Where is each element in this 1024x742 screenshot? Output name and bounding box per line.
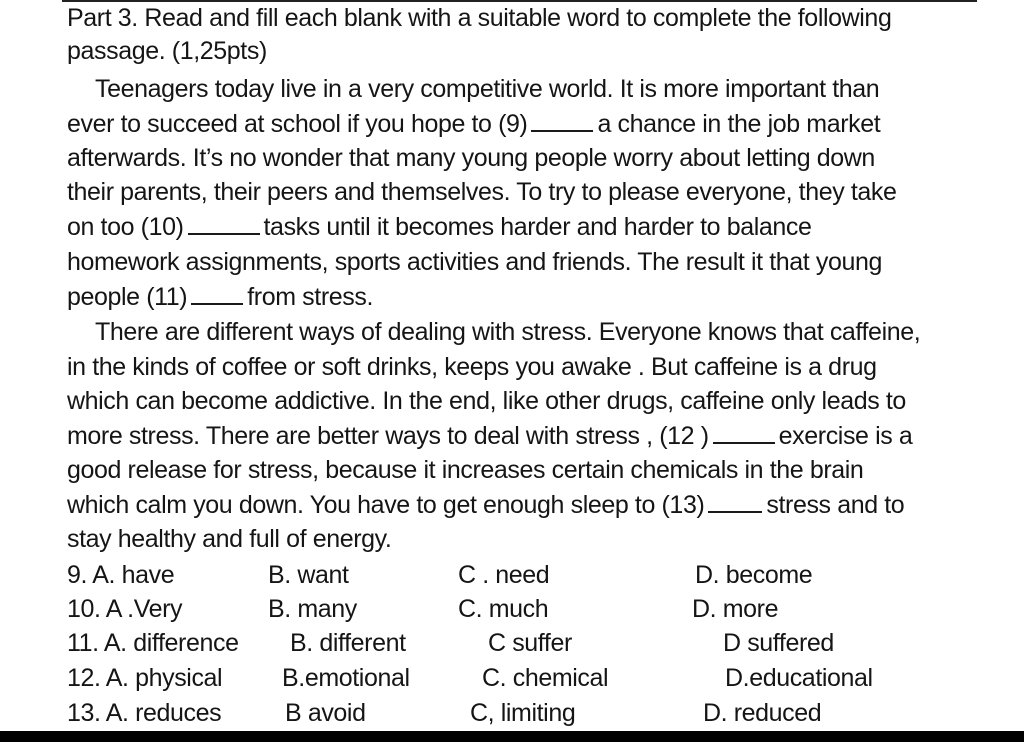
blank-10[interactable] bbox=[188, 213, 260, 235]
top-rule bbox=[62, 0, 977, 2]
q12-option-c[interactable]: C. chemical bbox=[482, 664, 609, 692]
passage-line bbox=[67, 490, 904, 520]
q10-option-d[interactable]: D. more bbox=[692, 595, 779, 623]
passage-text: from stress. bbox=[247, 283, 374, 311]
q11-option-d[interactable]: D suffered bbox=[723, 629, 834, 657]
q10-option-a[interactable]: 10. A .Very bbox=[67, 595, 183, 623]
blank-11[interactable] bbox=[191, 283, 243, 305]
passage-line: good release for stress, because it increases certain chemicals in the brain bbox=[67, 456, 864, 484]
passage-line: which can become addictive. In the end, like other drugs, caffeine only leads to bbox=[67, 387, 906, 415]
q13-option-d[interactable]: D. reduced bbox=[703, 699, 822, 727]
passage-line: their parents, their peers and themselves. To try to please everyone, they take bbox=[67, 178, 897, 206]
q12-option-d[interactable]: D.educational bbox=[725, 664, 873, 692]
passage-line bbox=[67, 421, 912, 451]
passage-line bbox=[67, 282, 373, 312]
blank-9[interactable] bbox=[531, 110, 593, 132]
passage-text: people (11) bbox=[67, 283, 188, 311]
passage-line bbox=[67, 109, 880, 139]
q9-option-d[interactable]: D. become bbox=[695, 561, 813, 589]
q11-option-b[interactable]: B. different bbox=[290, 629, 406, 657]
passage-line: homework assignments, sports activities and friends. The result it that young bbox=[67, 248, 882, 276]
passage-line: stay healthy and full of energy. bbox=[67, 525, 392, 553]
q12-option-a[interactable]: 12. A. physical bbox=[67, 664, 223, 692]
passage-text: which calm you down. You have to get enough sleep to (13) bbox=[67, 491, 705, 519]
q13-option-a[interactable]: 13. A. reduces bbox=[67, 699, 222, 727]
passage-line: in the kinds of coffee or soft drinks, keeps you awake . But caffeine is a drug bbox=[67, 353, 877, 381]
page-title: Part 3. Read and fill each blank with a suitable word to complete the following bbox=[67, 4, 892, 32]
bottom-edge-bar bbox=[0, 731, 1024, 742]
passage-line: There are different ways of dealing with stress. Everyone knows that caffeine, bbox=[95, 318, 921, 346]
q9-option-c[interactable]: C . need bbox=[458, 561, 550, 589]
q10-option-b[interactable]: B. many bbox=[268, 595, 357, 623]
q11-option-a[interactable]: 11. A. difference bbox=[67, 629, 239, 657]
passage-text: stress and to bbox=[766, 491, 905, 519]
q11-option-c[interactable]: C suffer bbox=[488, 629, 572, 657]
q10-option-c[interactable]: C. much bbox=[458, 595, 549, 623]
passage-text: tasks until it becomes harder and harder to balance bbox=[263, 213, 812, 241]
passage-text: exercise is a bbox=[778, 422, 913, 450]
q13-option-b[interactable]: B avoid bbox=[285, 699, 366, 727]
page-title-points: passage. (1,25pts) bbox=[67, 37, 267, 65]
passage-text: ever to succeed at school if you hope to (9) bbox=[67, 110, 528, 138]
blank-12[interactable] bbox=[713, 422, 775, 444]
passage-text: a chance in the job market bbox=[597, 110, 881, 138]
passage-line bbox=[67, 212, 812, 242]
passage-text: more stress. There are better ways to deal with stress , (12 ) bbox=[67, 422, 709, 450]
q9-option-b[interactable]: B. want bbox=[268, 561, 349, 589]
passage-text: on too (10) bbox=[67, 213, 184, 241]
q9-option-a[interactable]: 9. A. have bbox=[67, 561, 175, 589]
blank-13[interactable] bbox=[708, 491, 762, 513]
q13-option-c[interactable]: C, limiting bbox=[470, 699, 576, 727]
passage-line: afterwards. It’s no wonder that many young people worry about letting down bbox=[67, 144, 875, 172]
q12-option-b[interactable]: B.emotional bbox=[282, 664, 410, 692]
passage-line: Teenagers today live in a very competitive world. It is more important than bbox=[95, 75, 880, 103]
